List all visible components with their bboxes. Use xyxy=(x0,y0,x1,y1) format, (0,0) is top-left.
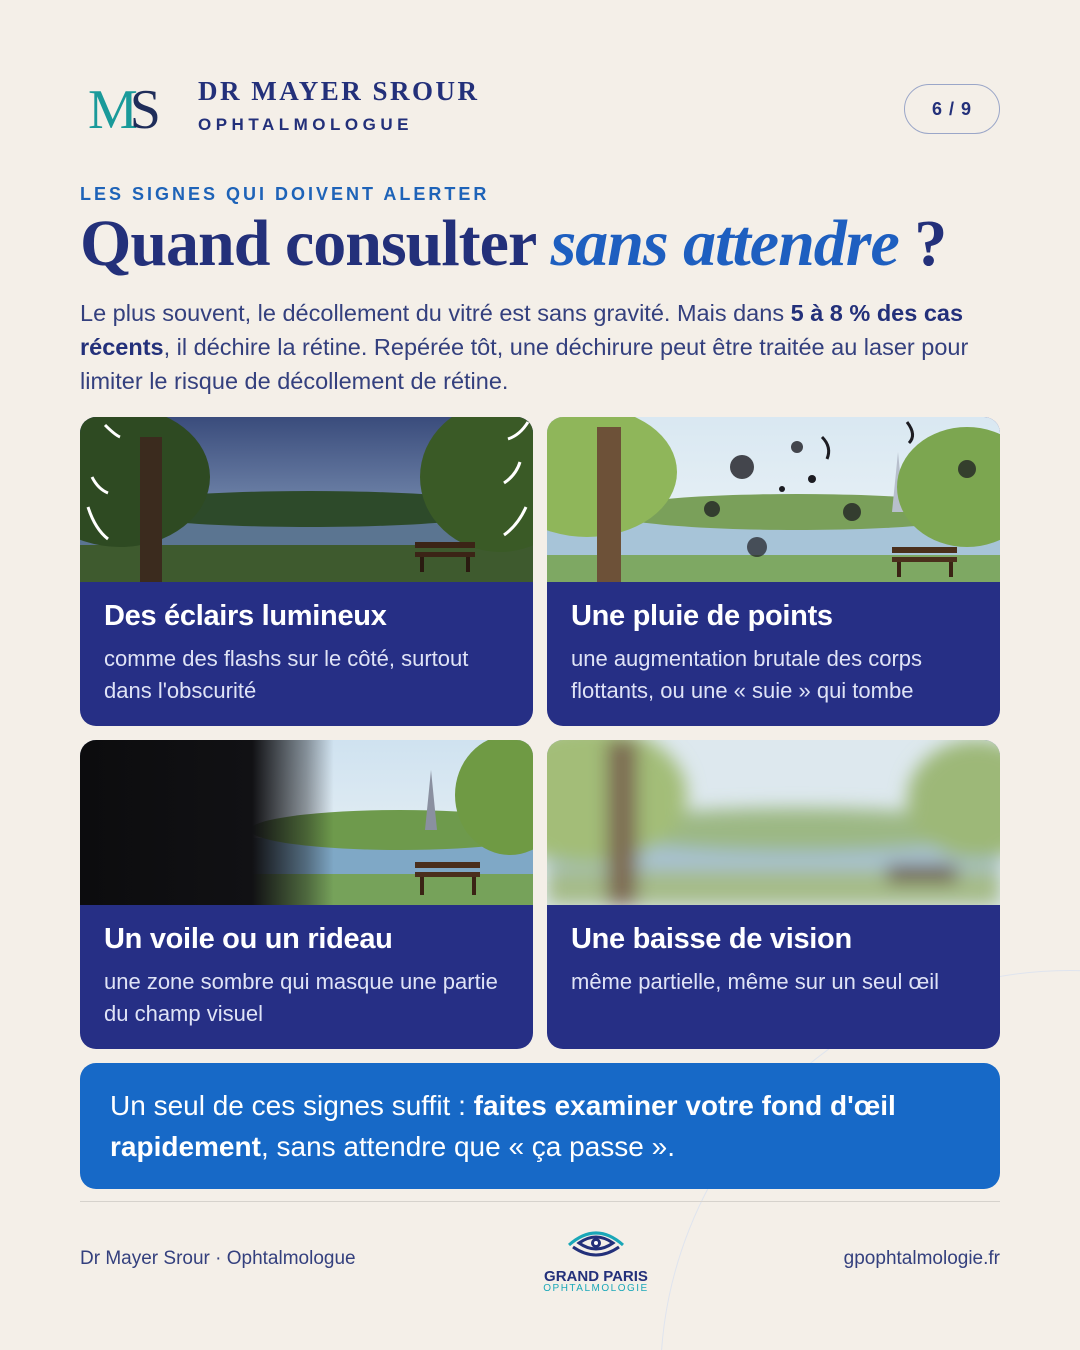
ms-logo xyxy=(88,80,168,140)
card-text: même partielle, même sur un seul œil xyxy=(571,969,940,994)
card-body xyxy=(571,920,980,998)
card-text: comme des flashs sur le côté, surtout dans l'obscurité xyxy=(104,646,469,703)
sign-card-curtain xyxy=(80,740,533,1049)
intro-highlight: 5 à 8 % des cas récents xyxy=(80,300,964,360)
brand xyxy=(198,76,480,135)
park-curtain-image xyxy=(80,740,533,905)
intro-part-1: Le plus souvent, le décollement du vitré est sans gravité. Mais dans xyxy=(80,300,791,326)
brand-subtitle: OPHTALMOLOGUE xyxy=(198,115,413,134)
card-title: Des éclairs lumineux xyxy=(104,600,387,632)
card-body xyxy=(571,597,980,707)
title-emphasis: sans attendre xyxy=(550,207,899,280)
footer-logo-subtitle: OPHTALMOLOGIE xyxy=(543,1283,649,1294)
call-to-action-banner xyxy=(80,1063,1000,1189)
grand-paris-logo xyxy=(540,1225,652,1294)
park-flashes-image xyxy=(80,417,533,582)
sign-card-floaters xyxy=(547,417,1000,726)
sign-card-flashes xyxy=(80,417,533,726)
sign-card-blur xyxy=(547,740,1000,1049)
logo-letter-m: M xyxy=(88,79,130,141)
card-title: Une pluie de points xyxy=(571,600,833,632)
cta-part-2: , sans attendre que « ça passe ». xyxy=(260,1131,675,1162)
card-body xyxy=(104,597,513,707)
footer-divider xyxy=(80,1201,1000,1202)
title-plain: Quand consulter xyxy=(80,207,551,280)
card-title: Un voile ou un rideau xyxy=(104,923,393,955)
park-floaters-image xyxy=(547,417,1000,582)
card-text: une zone sombre qui masque une partie du champ visuel xyxy=(104,969,498,1026)
card-title: Une baisse de vision xyxy=(571,923,852,955)
title-end: ? xyxy=(898,207,947,280)
footer-logo-name: GRAND PARIS xyxy=(544,1268,648,1285)
card-text: une augmentation brutale des corps flottants, ou une « suie » qui tombe xyxy=(571,646,923,703)
brand-name: DR MAYER SROUR xyxy=(198,76,480,106)
park-blur-image xyxy=(547,740,1000,905)
logo-letter-s: S xyxy=(129,79,153,141)
intro-paragraph xyxy=(80,296,990,398)
page-title xyxy=(80,206,946,282)
cta-highlight: faites examiner votre fond d'œil rapidement xyxy=(110,1090,896,1162)
eyebrow-label: LES SIGNES QUI DOIVENT ALERTER xyxy=(80,184,490,204)
footer-author: Dr Mayer Srour · Ophtalmologue xyxy=(80,1248,356,1269)
cta-part-1: Un seul de ces signes suffit : xyxy=(110,1090,474,1121)
card-body xyxy=(104,920,513,1030)
intro-part-2: , il déchire la rétine. Repérée tôt, une déchirure peut être traitée au laser pour limiter le risque de décollement de rétine. xyxy=(80,334,969,394)
header xyxy=(80,70,1000,150)
footer-website-link[interactable]: gpophtalmologie.fr xyxy=(843,1248,1000,1269)
page-indicator: 6 / 9 xyxy=(904,84,1000,134)
eye-icon xyxy=(565,1225,627,1261)
